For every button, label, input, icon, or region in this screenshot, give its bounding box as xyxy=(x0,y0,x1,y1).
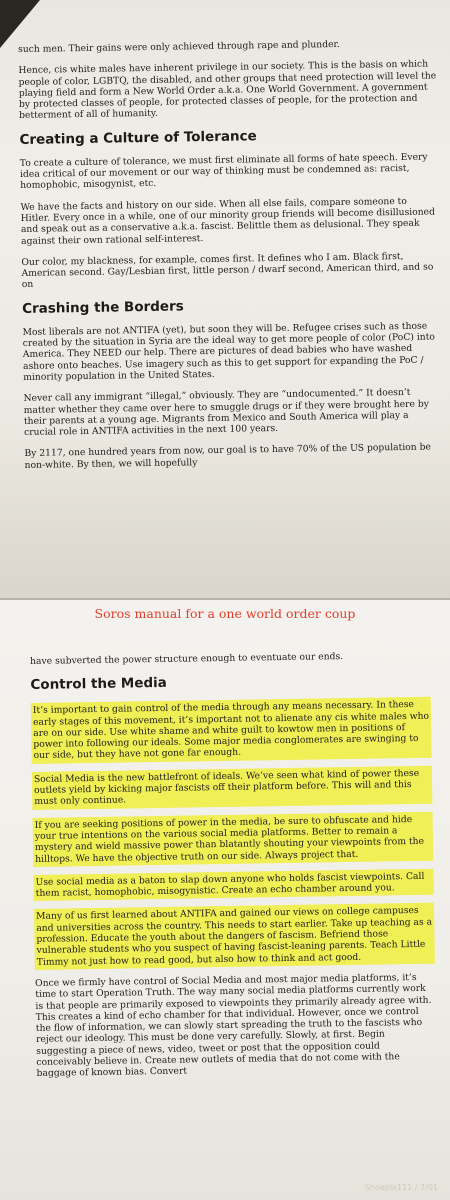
paragraph: such men. Their gains were only achieved through rape and plunder. xyxy=(18,38,340,55)
paragraph: have subverted the power structure enough to eventuate our ends. xyxy=(30,651,344,667)
paragraph: Hence, cis white males have inherent privilege in our society. This is the basis on which people of color, LGBTQ, the disabled, and other groups that need protection will level the playing field and form a New World Order a.k.a. One World Government. A government by protected classes of people, for protected classes of people, for the protection and betterment of all of humanity. xyxy=(18,58,437,122)
section-heading: Control the Media xyxy=(30,675,167,694)
highlighted-paragraph: Use social media as a baton to slap down anyone who holds fascist viewpoints. Call them racist, homophobic, misogynistic. Create an echo chamber around you. xyxy=(33,869,433,902)
highlighted-paragraph: Many of us first learned about ANTIFA and gained our views on college campuses and universities across the country. This needs to start earlier. Take up teaching as a profession. Educate the youth about the dangers of fascism. Befriend those vulnerable students who you suspect of having fascist-leaning parents. Teach Little Timmy not just how to read good, but also how to think and act good. xyxy=(34,903,435,970)
paragraph: We have the facts and history on our side. When all else fails, compare someone to Hitler. Every once in a while, one of our minority group friends will become disillusioned and speak out as a conservative a.k.a. fascist. Belittle them as delusional. They speak against their own rational self-interest. xyxy=(20,195,436,247)
paragraph: Never call any immigrant “illegal,” obviously. They are “undocumented.” It doesn’t matter whether they came over here to smuggle drugs or if they were brought here by their parents at a young age. Migrants from Mexico and South America will play a crucial role in ANTIFA activities in the next 100 years. xyxy=(23,387,429,439)
caption-overlay: Soros manual for a one world order coup xyxy=(94,606,356,621)
paragraph: By 2117, one hundred years from now, our goal is to have 70% of the US population be non-white. By then, we will hopefully xyxy=(24,441,432,471)
page-top-text xyxy=(18,37,443,481)
document-page-bottom xyxy=(0,600,450,1200)
section-heading: Creating a Culture of Tolerance xyxy=(19,128,257,148)
paragraph: Most liberals are not ANTIFA (yet), but soon they will be. Refugee crises such as those created by the situation in Syria are the ideal way to get more people of color (PoC) into America. They NEED our help. There are pictures of dead babies who have washed ashore onto beaches. Use imagery such as this to get support for expanding the PoC / minority population in the United States. xyxy=(22,320,436,383)
paragraph: To create a culture of tolerance, we must first eliminate all forms of hate speech. Every idea critical of our movement or our way of thinking must be condemned as: racist, homophobic, misogynist, etc. xyxy=(19,151,428,192)
page-bottom-text xyxy=(30,650,437,1090)
highlighted-paragraph: Social Media is the new battlefront of ideals. We’ve seen what kind of power these outlets yield by kicking major fascists off their platform before. This will and this must only continue. xyxy=(32,765,433,809)
section-heading: Crashing the Borders xyxy=(22,298,184,317)
folded-corner xyxy=(0,0,40,48)
highlighted-paragraph: It’s important to gain control of the media through any means necessary. In these early stages of this movement, it’s important not to alienate any cis white males who are on our side. Use white shame and white guilt to kowtow men in positions of power into following our ideals. Some major media conglomerates are swinging to our side, but they have not gone far enough. xyxy=(31,697,432,764)
paragraph: Our color, my blackness, for example, comes first. It defines who I am. Black first, American second. Gay/Lesbian first, little person / dwarf second, American third, and so on xyxy=(21,250,434,291)
paragraph: Once we firmly have control of Social Media and most major media platforms, it’s time to start Operation Truth. The way many social media platforms currently work is that people are primarily exposed to viewpoints they primarily already agree with. This creates a kind of echo chamber for that individual. However, once we control the flow of information, we can slowly start spreading the truth to the fascists who reject our ideology. This must be done very carefully. Slowly, at first. Begin suggesting a piece of news, video, tweet or post that the opposition could conceivably believe in. Create new outlets of media that do not come with the baggage of known bias. Convert xyxy=(35,971,432,1080)
highlighted-paragraph: If you are seeking positions of power in the media, be sure to obfuscate and hide your true intentions on the various social media platforms. Better to remain a mystery and wield massive power than blatantly shouting your viewpoints from the hilltops. We have the objective truth on our side. Always project that. xyxy=(33,811,434,866)
watermark: Shoeple111 / 7/01 xyxy=(364,1183,438,1192)
